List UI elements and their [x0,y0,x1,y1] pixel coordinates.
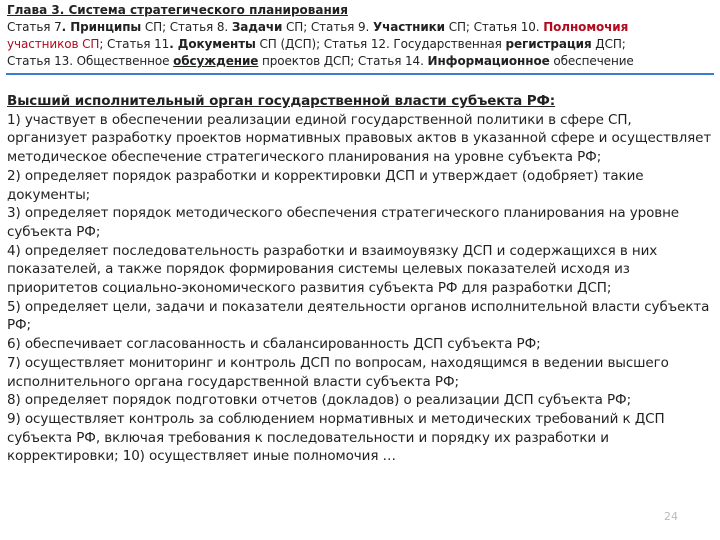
article-13-suffix: проектов ДСП; [258,54,358,68]
power-item-9-10: 9) осуществляет контроль за соблюдением нормативных и методических требований к ДСП субъекта РФ, включая требования к последовательности и порядку их разработки и корректировки; 10) осуществляет иные полномочия … [7,410,665,465]
article-line-2 [7,36,713,53]
article-7-suffix: СП; [141,20,170,34]
power-item-4: 4) определяет последовательность разработки и взаимоувязку ДСП и содержащихся в них показателей, а также порядок формирования системы целевых показателей исходя из приоритетов социально-экономического развития субъекта РФ для разработки ДСП; [7,242,658,297]
article-8-suffix: СП; [282,20,311,34]
header-divider [6,73,714,75]
article-13-title: обсуждение [173,54,259,68]
article-12-title: регистрация [505,37,592,51]
power-item-3: 3) определяет порядок методического обеспечения стратегического планирования на уровне субъекта РФ; [7,205,680,240]
chapter-header [7,2,713,70]
article-12-suffix: ДСП; [591,37,626,51]
article-11-suffix: СП (ДСП); [255,37,324,51]
article-8-title: Задачи [231,20,283,34]
article-14-title: Информационное [427,54,550,68]
article-12-prefix: Статья 12. Государственная [323,37,506,51]
article-8-prefix: Статья 8. [169,20,232,34]
article-10-title: Полномочия [543,20,629,34]
article-14-suffix: обеспечение [549,54,634,68]
power-item-6: 6) обеспечивает согласованность и сбалансированность ДСП субъекта РФ; [7,336,541,353]
article-14-prefix: Статья 14. [357,54,428,68]
article-9-title: Участники [372,20,445,34]
article-line-3 [7,53,713,70]
page-number: 24 [664,510,678,523]
powers-heading: Высший исполнительный орган государственной власти субъекта РФ: [7,93,556,109]
article-7-title: . Принципы [61,20,142,34]
power-item-8: 8) определяет порядок подготовки отчетов (докладов) о реализации ДСП субъекта РФ; [7,392,632,409]
chapter-title: Глава 3. Система стратегического планирования [7,3,348,17]
article-10-title-continued: участников СП [7,37,100,51]
article-9-suffix: СП; [445,20,474,34]
powers-section [7,92,715,466]
article-line-1 [7,19,713,36]
article-10-prefix: Статья 10. [473,20,544,34]
power-item-2: 2) определяет порядок разработки и корректировки ДСП и утверждает (одобряет) такие документы; [7,167,644,203]
power-item-1: 1) участвует в обеспечении реализации единой государственной политики в сфере СП, организует разработку проектов нормативных правовых актов в указанной сфере и осуществляет методическое обеспечение стратегического планирования на уровне субъекта РФ; [7,111,712,166]
article-7-prefix: Статья 7 [7,20,62,34]
article-13-prefix: Статья 13. Общественное [7,54,174,68]
article-11-prefix: ; Статья 11 [99,37,170,51]
article-9-prefix: Статья 9. [310,20,373,34]
power-item-5: 5) определяет цели, задачи и показатели деятельности органов исполнительной власти субъекта РФ; [7,298,710,334]
article-11-title: . Документы [169,37,256,51]
power-item-7: 7) осуществляет мониторинг и контроль ДСП по вопросам, находящимся в ведении высшего исполнительного органа государственной власти субъекта РФ; [7,354,669,390]
